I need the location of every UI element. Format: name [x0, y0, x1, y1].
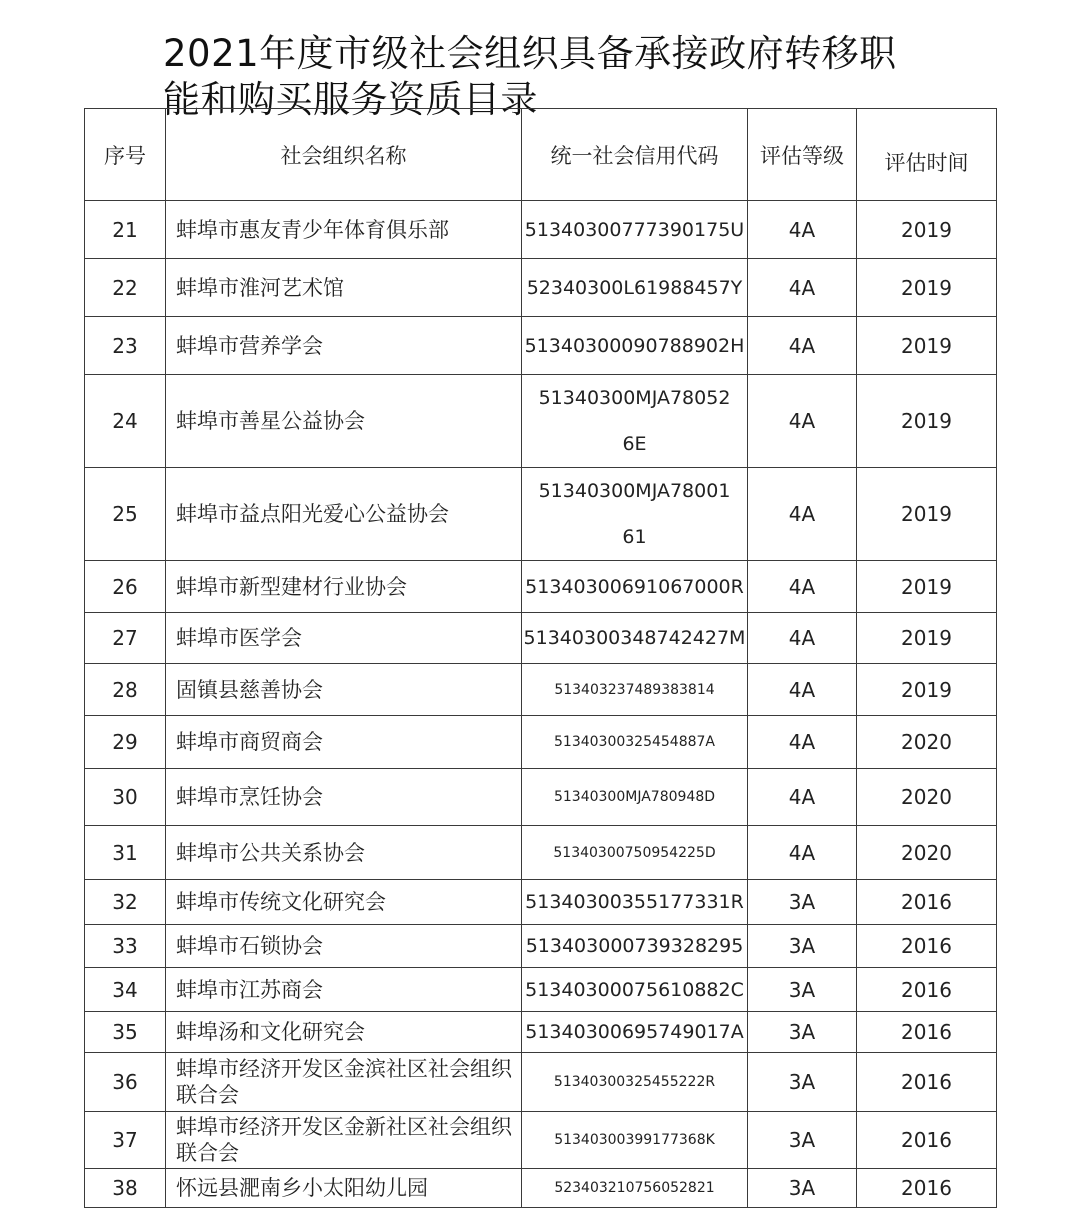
row-code — [522, 375, 748, 468]
row-grade: 3A — [748, 968, 857, 1012]
row-year: 2019 — [857, 468, 997, 561]
row-code: 513403000739328295 — [522, 925, 748, 968]
row-no: 21 — [85, 201, 166, 259]
row-year: 2016 — [857, 1112, 997, 1169]
table-row — [85, 201, 997, 259]
row-year: 2020 — [857, 769, 997, 826]
row-year: 2019 — [857, 317, 997, 375]
row-name: 蚌埠市医学会 — [166, 613, 522, 664]
table-row — [85, 1053, 997, 1112]
table-header-row — [85, 109, 997, 201]
row-year: 2016 — [857, 925, 997, 968]
row-year: 2019 — [857, 664, 997, 716]
row-year: 2019 — [857, 613, 997, 664]
row-name: 蚌埠市公共关系协会 — [166, 826, 522, 880]
table-row — [85, 826, 997, 880]
row-grade: 4A — [748, 468, 857, 561]
row-no: 28 — [85, 664, 166, 716]
row-year: 2016 — [857, 880, 997, 925]
row-code: 51340300399177368K — [522, 1112, 748, 1169]
row-no: 23 — [85, 317, 166, 375]
row-name: 蚌埠市益点阳光爱心公益协会 — [166, 468, 522, 561]
row-no: 35 — [85, 1012, 166, 1053]
row-grade: 4A — [748, 716, 857, 769]
row-code: 51340300348742427M — [522, 613, 748, 664]
row-code: 523403210756052821 — [522, 1169, 748, 1208]
row-code: 51340300325455222R — [522, 1053, 748, 1112]
row-grade: 3A — [748, 1112, 857, 1169]
row-code: 51340300355177331R — [522, 880, 748, 925]
row-name: 蚌埠市善星公益协会 — [166, 375, 522, 468]
table-row — [85, 769, 997, 826]
row-year: 2019 — [857, 259, 997, 317]
table-row — [85, 468, 997, 561]
row-no: 27 — [85, 613, 166, 664]
row-no: 38 — [85, 1169, 166, 1208]
row-name: 蚌埠市经济开发区金滨社区社会组织联合会 — [166, 1053, 522, 1112]
row-no: 34 — [85, 968, 166, 1012]
row-name: 固镇县慈善协会 — [166, 664, 522, 716]
table-row — [85, 968, 997, 1012]
row-year: 2019 — [857, 201, 997, 259]
table-row — [85, 375, 997, 468]
row-name: 蚌埠汤和文化研究会 — [166, 1012, 522, 1053]
row-year: 2016 — [857, 1053, 997, 1112]
row-no: 33 — [85, 925, 166, 968]
row-code — [522, 468, 748, 561]
row-no: 37 — [85, 1112, 166, 1169]
table-row — [85, 1112, 997, 1169]
row-year: 2020 — [857, 716, 997, 769]
table-row — [85, 561, 997, 613]
table-row — [85, 317, 997, 375]
row-grade: 3A — [748, 1169, 857, 1208]
row-grade: 4A — [748, 561, 857, 613]
table-row — [85, 664, 997, 716]
row-code: 51340300325454887A — [522, 716, 748, 769]
row-grade: 4A — [748, 769, 857, 826]
row-no: 24 — [85, 375, 166, 468]
table-row — [85, 1012, 997, 1053]
row-no: 22 — [85, 259, 166, 317]
row-name: 蚌埠市江苏商会 — [166, 968, 522, 1012]
organization-table — [84, 108, 997, 1208]
row-no: 30 — [85, 769, 166, 826]
row-year: 2020 — [857, 826, 997, 880]
row-code: 51340300MJA780948D — [522, 769, 748, 826]
row-name: 怀远县淝南乡小太阳幼儿园 — [166, 1169, 522, 1208]
row-grade: 3A — [748, 1012, 857, 1053]
row-grade: 3A — [748, 925, 857, 968]
row-year: 2019 — [857, 561, 997, 613]
row-no: 32 — [85, 880, 166, 925]
table-row — [85, 716, 997, 769]
row-name: 蚌埠市烹饪协会 — [166, 769, 522, 826]
title-line-2: 能和购买服务资质目录 — [163, 77, 538, 121]
header-no: 序号 — [85, 109, 166, 201]
row-code: 51340300691067000R — [522, 561, 748, 613]
row-no: 31 — [85, 826, 166, 880]
row-no: 25 — [85, 468, 166, 561]
row-year: 2019 — [857, 375, 997, 468]
row-year: 2016 — [857, 1169, 997, 1208]
row-code: 51340300777390175U — [522, 201, 748, 259]
row-no: 36 — [85, 1053, 166, 1112]
row-name: 蚌埠市淮河艺术馆 — [166, 259, 522, 317]
row-grade: 3A — [748, 880, 857, 925]
row-no: 29 — [85, 716, 166, 769]
row-name: 蚌埠市传统文化研究会 — [166, 880, 522, 925]
row-code: 513403237489383814 — [522, 664, 748, 716]
header-year: 评估时间 — [857, 109, 997, 201]
row-name: 蚌埠市惠友青少年体育俱乐部 — [166, 201, 522, 259]
table-row — [85, 880, 997, 925]
row-code: 51340300090788902H — [522, 317, 748, 375]
row-name: 蚌埠市商贸商会 — [166, 716, 522, 769]
row-year: 2016 — [857, 968, 997, 1012]
row-code-text: 51340300MJA780526E — [538, 387, 731, 455]
row-code: 51340300695749017A — [522, 1012, 748, 1053]
row-name: 蚌埠市新型建材行业协会 — [166, 561, 522, 613]
row-no: 26 — [85, 561, 166, 613]
title-line-1: 2021年度市级社会组织具备承接政府转移职 — [163, 31, 897, 75]
row-grade: 4A — [748, 259, 857, 317]
table-row — [85, 1169, 997, 1208]
row-code: 51340300750954225D — [522, 826, 748, 880]
row-grade: 4A — [748, 201, 857, 259]
row-grade: 4A — [748, 317, 857, 375]
row-grade: 4A — [748, 613, 857, 664]
row-code: 51340300075610882C — [522, 968, 748, 1012]
header-name: 社会组织名称 — [166, 109, 522, 201]
header-code: 统一社会信用代码 — [522, 109, 748, 201]
table-row — [85, 925, 997, 968]
row-code-text: 51340300MJA7800161 — [538, 480, 731, 548]
row-grade: 4A — [748, 664, 857, 716]
header-grade: 评估等级 — [748, 109, 857, 201]
row-year: 2016 — [857, 1012, 997, 1053]
table-row — [85, 613, 997, 664]
row-name: 蚌埠市经济开发区金新社区社会组织联合会 — [166, 1112, 522, 1169]
row-name: 蚌埠市营养学会 — [166, 317, 522, 375]
row-name: 蚌埠市石锁协会 — [166, 925, 522, 968]
row-grade: 4A — [748, 375, 857, 468]
row-grade: 4A — [748, 826, 857, 880]
row-grade: 3A — [748, 1053, 857, 1112]
table-row — [85, 259, 997, 317]
row-code: 52340300L61988457Y — [522, 259, 748, 317]
